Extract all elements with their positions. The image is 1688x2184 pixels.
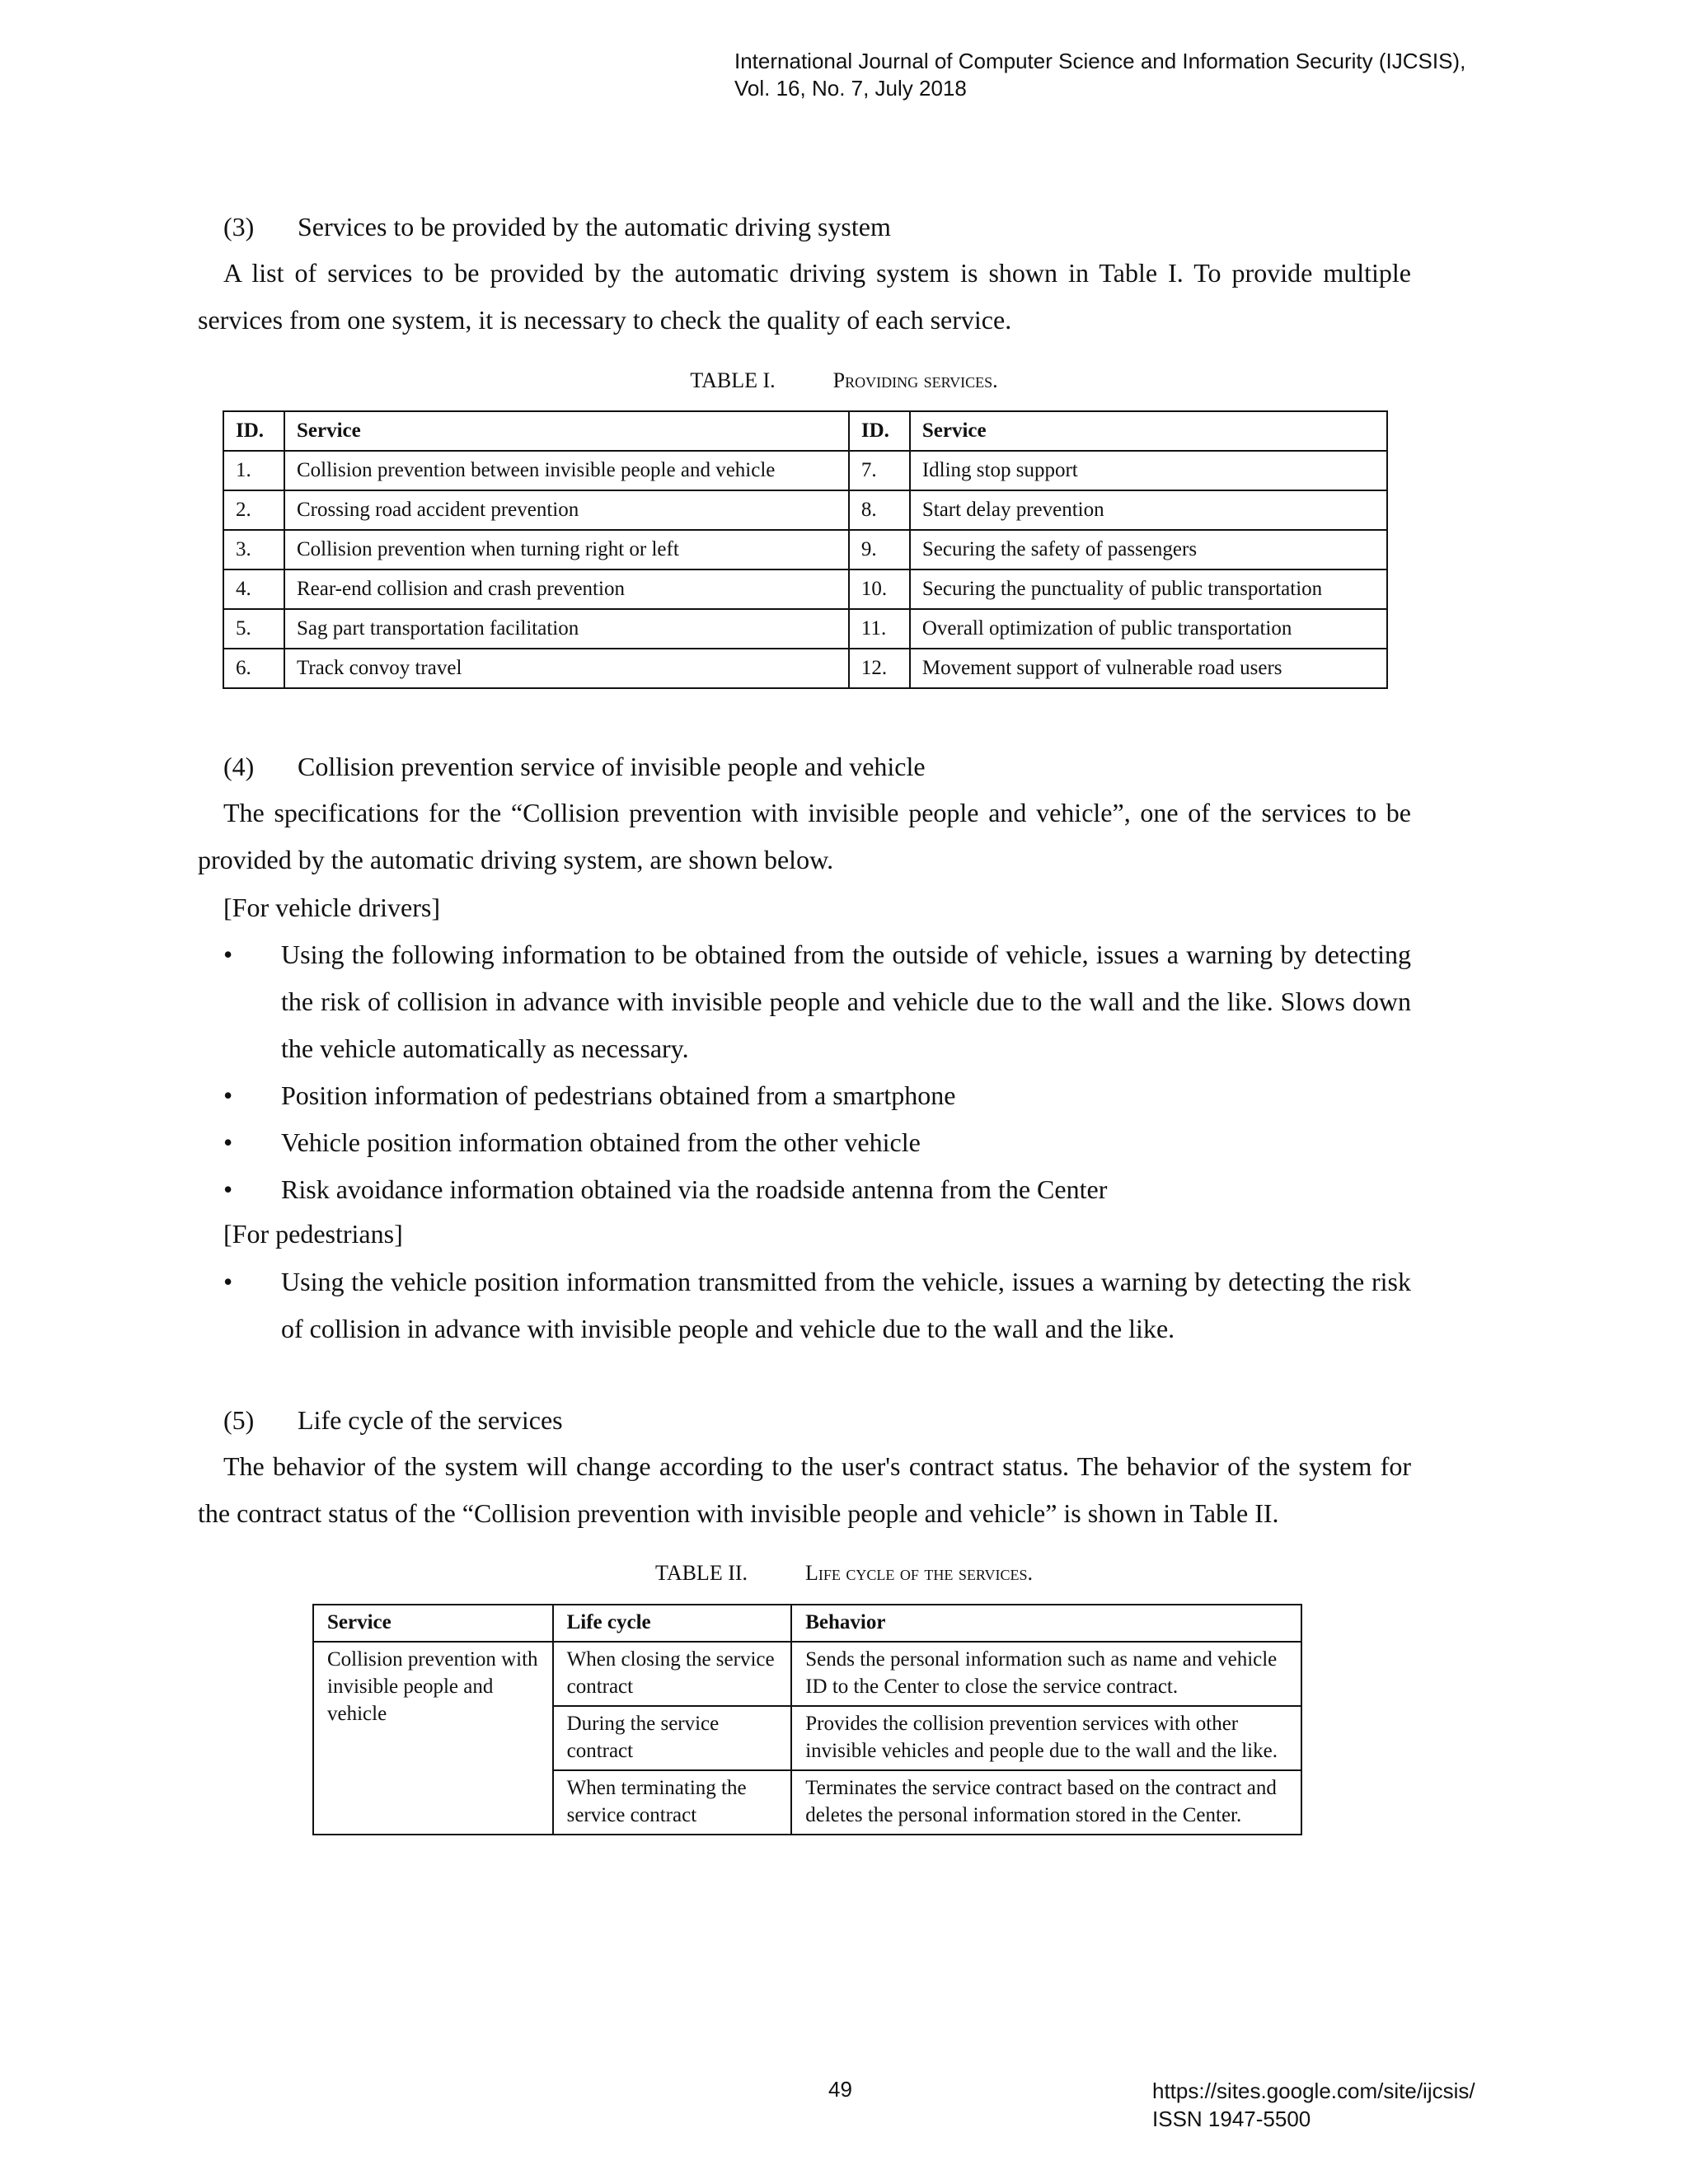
cell-id: 12. bbox=[849, 649, 910, 688]
cell-service: Collision prevention when turning right or left bbox=[284, 530, 849, 569]
bullet-text: Using the vehicle position information transmitted from the vehicle, issues a warning by detecting the risk of collision in advance with invisible people and vehicle due to the wall and the like. bbox=[281, 1267, 1411, 1343]
cell-life-cycle: When closing the service contract bbox=[553, 1642, 792, 1706]
list-item bbox=[223, 1072, 1411, 1119]
header-service: Service bbox=[910, 411, 1387, 451]
section-3-paragraph: A list of services to be provided by the automatic driving system is shown in Table I. To provide multiple services from one system, it is necessary to check the quality of each service. bbox=[198, 258, 1411, 335]
list-item bbox=[223, 1258, 1411, 1352]
issn: ISSN 1947-5500 bbox=[1152, 2107, 1311, 2131]
cell-behavior: Terminates the service contract based on the contract and deletes the personal information stored in the Center. bbox=[791, 1770, 1301, 1835]
footer-info bbox=[1152, 2077, 1475, 2133]
cell-behavior: Sends the personal information such as name and vehicle ID to the Center to close the service contract. bbox=[791, 1642, 1301, 1706]
cell-id: 8. bbox=[849, 490, 910, 530]
drivers-label: [For vehicle drivers] bbox=[223, 893, 441, 922]
header-life-cycle: Life cycle bbox=[553, 1605, 792, 1642]
page-number: 49 bbox=[828, 2077, 852, 2102]
cell-service: Start delay prevention bbox=[910, 490, 1387, 530]
table-2-label: TABLE II. bbox=[655, 1561, 748, 1585]
cell-behavior: Provides the collision prevention services with other invisible vehicles and people due to the wall and the like. bbox=[791, 1706, 1301, 1770]
table-2-caption bbox=[0, 1560, 1688, 1586]
journal-title: International Journal of Computer Science and Information Security (IJCSIS), bbox=[734, 49, 1466, 73]
cell-service: Collision prevention between invisible people and vehicle bbox=[284, 451, 849, 490]
table-1-label: TABLE I. bbox=[690, 368, 776, 392]
cell-service: Idling stop support bbox=[910, 451, 1387, 490]
table-row bbox=[223, 530, 1387, 569]
table-1-title: Providing services. bbox=[832, 368, 998, 392]
cell-id: 6. bbox=[223, 649, 284, 688]
cell-service: Rear-end collision and crash prevention bbox=[284, 569, 849, 609]
cell-id: 9. bbox=[849, 530, 910, 569]
cell-life-cycle: During the service contract bbox=[553, 1706, 792, 1770]
cell-service: Securing the safety of passengers bbox=[910, 530, 1387, 569]
section-number: (4) bbox=[223, 752, 255, 781]
cell-service: Movement support of vulnerable road users bbox=[910, 649, 1387, 688]
bullet-text: Position information of pedestrians obtained from a smartphone bbox=[281, 1080, 956, 1110]
bullet-text: Using the following information to be obtained from the outside of vehicle, issues a warning by detecting the risk of collision in advance with invisible people and vehicle due to the wall and the like. Slows down the vehicle automatically as necessary. bbox=[281, 940, 1411, 1063]
cell-service: Securing the punctuality of public transportation bbox=[910, 569, 1387, 609]
bullet-icon: • bbox=[223, 1174, 233, 1204]
cell-service: Crossing road accident prevention bbox=[284, 490, 849, 530]
list-item bbox=[223, 931, 1411, 1072]
journal-header bbox=[734, 48, 1465, 102]
table-providing-services bbox=[223, 410, 1388, 689]
header-service: Service bbox=[313, 1605, 553, 1642]
cell-service: Track convoy travel bbox=[284, 649, 849, 688]
section-number: (5) bbox=[223, 1405, 255, 1435]
cell-id: 11. bbox=[849, 609, 910, 649]
table-row bbox=[223, 649, 1387, 688]
table-row bbox=[223, 490, 1387, 530]
section-5-paragraph: The behavior of the system will change according to the user's contract status. The behavior of the system for the contract status of the “Collision prevention with invisible people and vehicle” is shown in Table II. bbox=[198, 1451, 1411, 1528]
table-row bbox=[223, 569, 1387, 609]
header-id: ID. bbox=[223, 411, 284, 451]
header-service: Service bbox=[284, 411, 849, 451]
cell-id: 1. bbox=[223, 451, 284, 490]
table-2-title: Life cycle of the services. bbox=[805, 1561, 1033, 1585]
cell-id: 5. bbox=[223, 609, 284, 649]
journal-volume: Vol. 16, No. 7, July 2018 bbox=[734, 76, 967, 101]
section-4-paragraph: The specifications for the “Collision prevention with invisible people and vehicle”, one of the services to be provided by the automatic driving system, are shown below. bbox=[198, 798, 1411, 874]
section-title: Collision prevention service of invisible people and vehicle bbox=[298, 752, 926, 781]
cell-id: 2. bbox=[223, 490, 284, 530]
list-item bbox=[223, 1119, 1411, 1166]
bullet-icon: • bbox=[223, 1127, 233, 1157]
bullet-icon: • bbox=[223, 940, 233, 969]
table-header-row bbox=[313, 1605, 1301, 1642]
cell-id: 3. bbox=[223, 530, 284, 569]
cell-service: Collision prevention with invisible people and vehicle bbox=[313, 1642, 553, 1835]
list-item bbox=[223, 1166, 1411, 1213]
bullet-icon: • bbox=[223, 1267, 233, 1296]
table-row bbox=[223, 451, 1387, 490]
section-title: Services to be provided by the automatic driving system bbox=[298, 212, 891, 241]
section-title: Life cycle of the services bbox=[298, 1405, 563, 1435]
section-number: (3) bbox=[223, 212, 255, 241]
header-behavior: Behavior bbox=[791, 1605, 1301, 1642]
table-life-cycle bbox=[312, 1604, 1302, 1835]
bullet-text: Vehicle position information obtained from the other vehicle bbox=[281, 1127, 921, 1157]
cell-life-cycle: When terminating the service contract bbox=[553, 1770, 792, 1835]
bullet-text: Risk avoidance information obtained via the roadside antenna from the Center bbox=[281, 1174, 1108, 1204]
cell-service: Overall optimization of public transportation bbox=[910, 609, 1387, 649]
cell-id: 7. bbox=[849, 451, 910, 490]
table-1-caption bbox=[0, 368, 1688, 394]
cell-id: 4. bbox=[223, 569, 284, 609]
journal-url: https://sites.google.com/site/ijcsis/ bbox=[1152, 2079, 1475, 2103]
table-row bbox=[223, 609, 1387, 649]
cell-service: Sag part transportation facilitation bbox=[284, 609, 849, 649]
table-header-row bbox=[223, 411, 1387, 451]
pedestrians-label: [For pedestrians] bbox=[223, 1219, 403, 1249]
table-row bbox=[313, 1642, 1301, 1706]
header-id: ID. bbox=[849, 411, 910, 451]
bullet-icon: • bbox=[223, 1080, 233, 1110]
cell-id: 10. bbox=[849, 569, 910, 609]
